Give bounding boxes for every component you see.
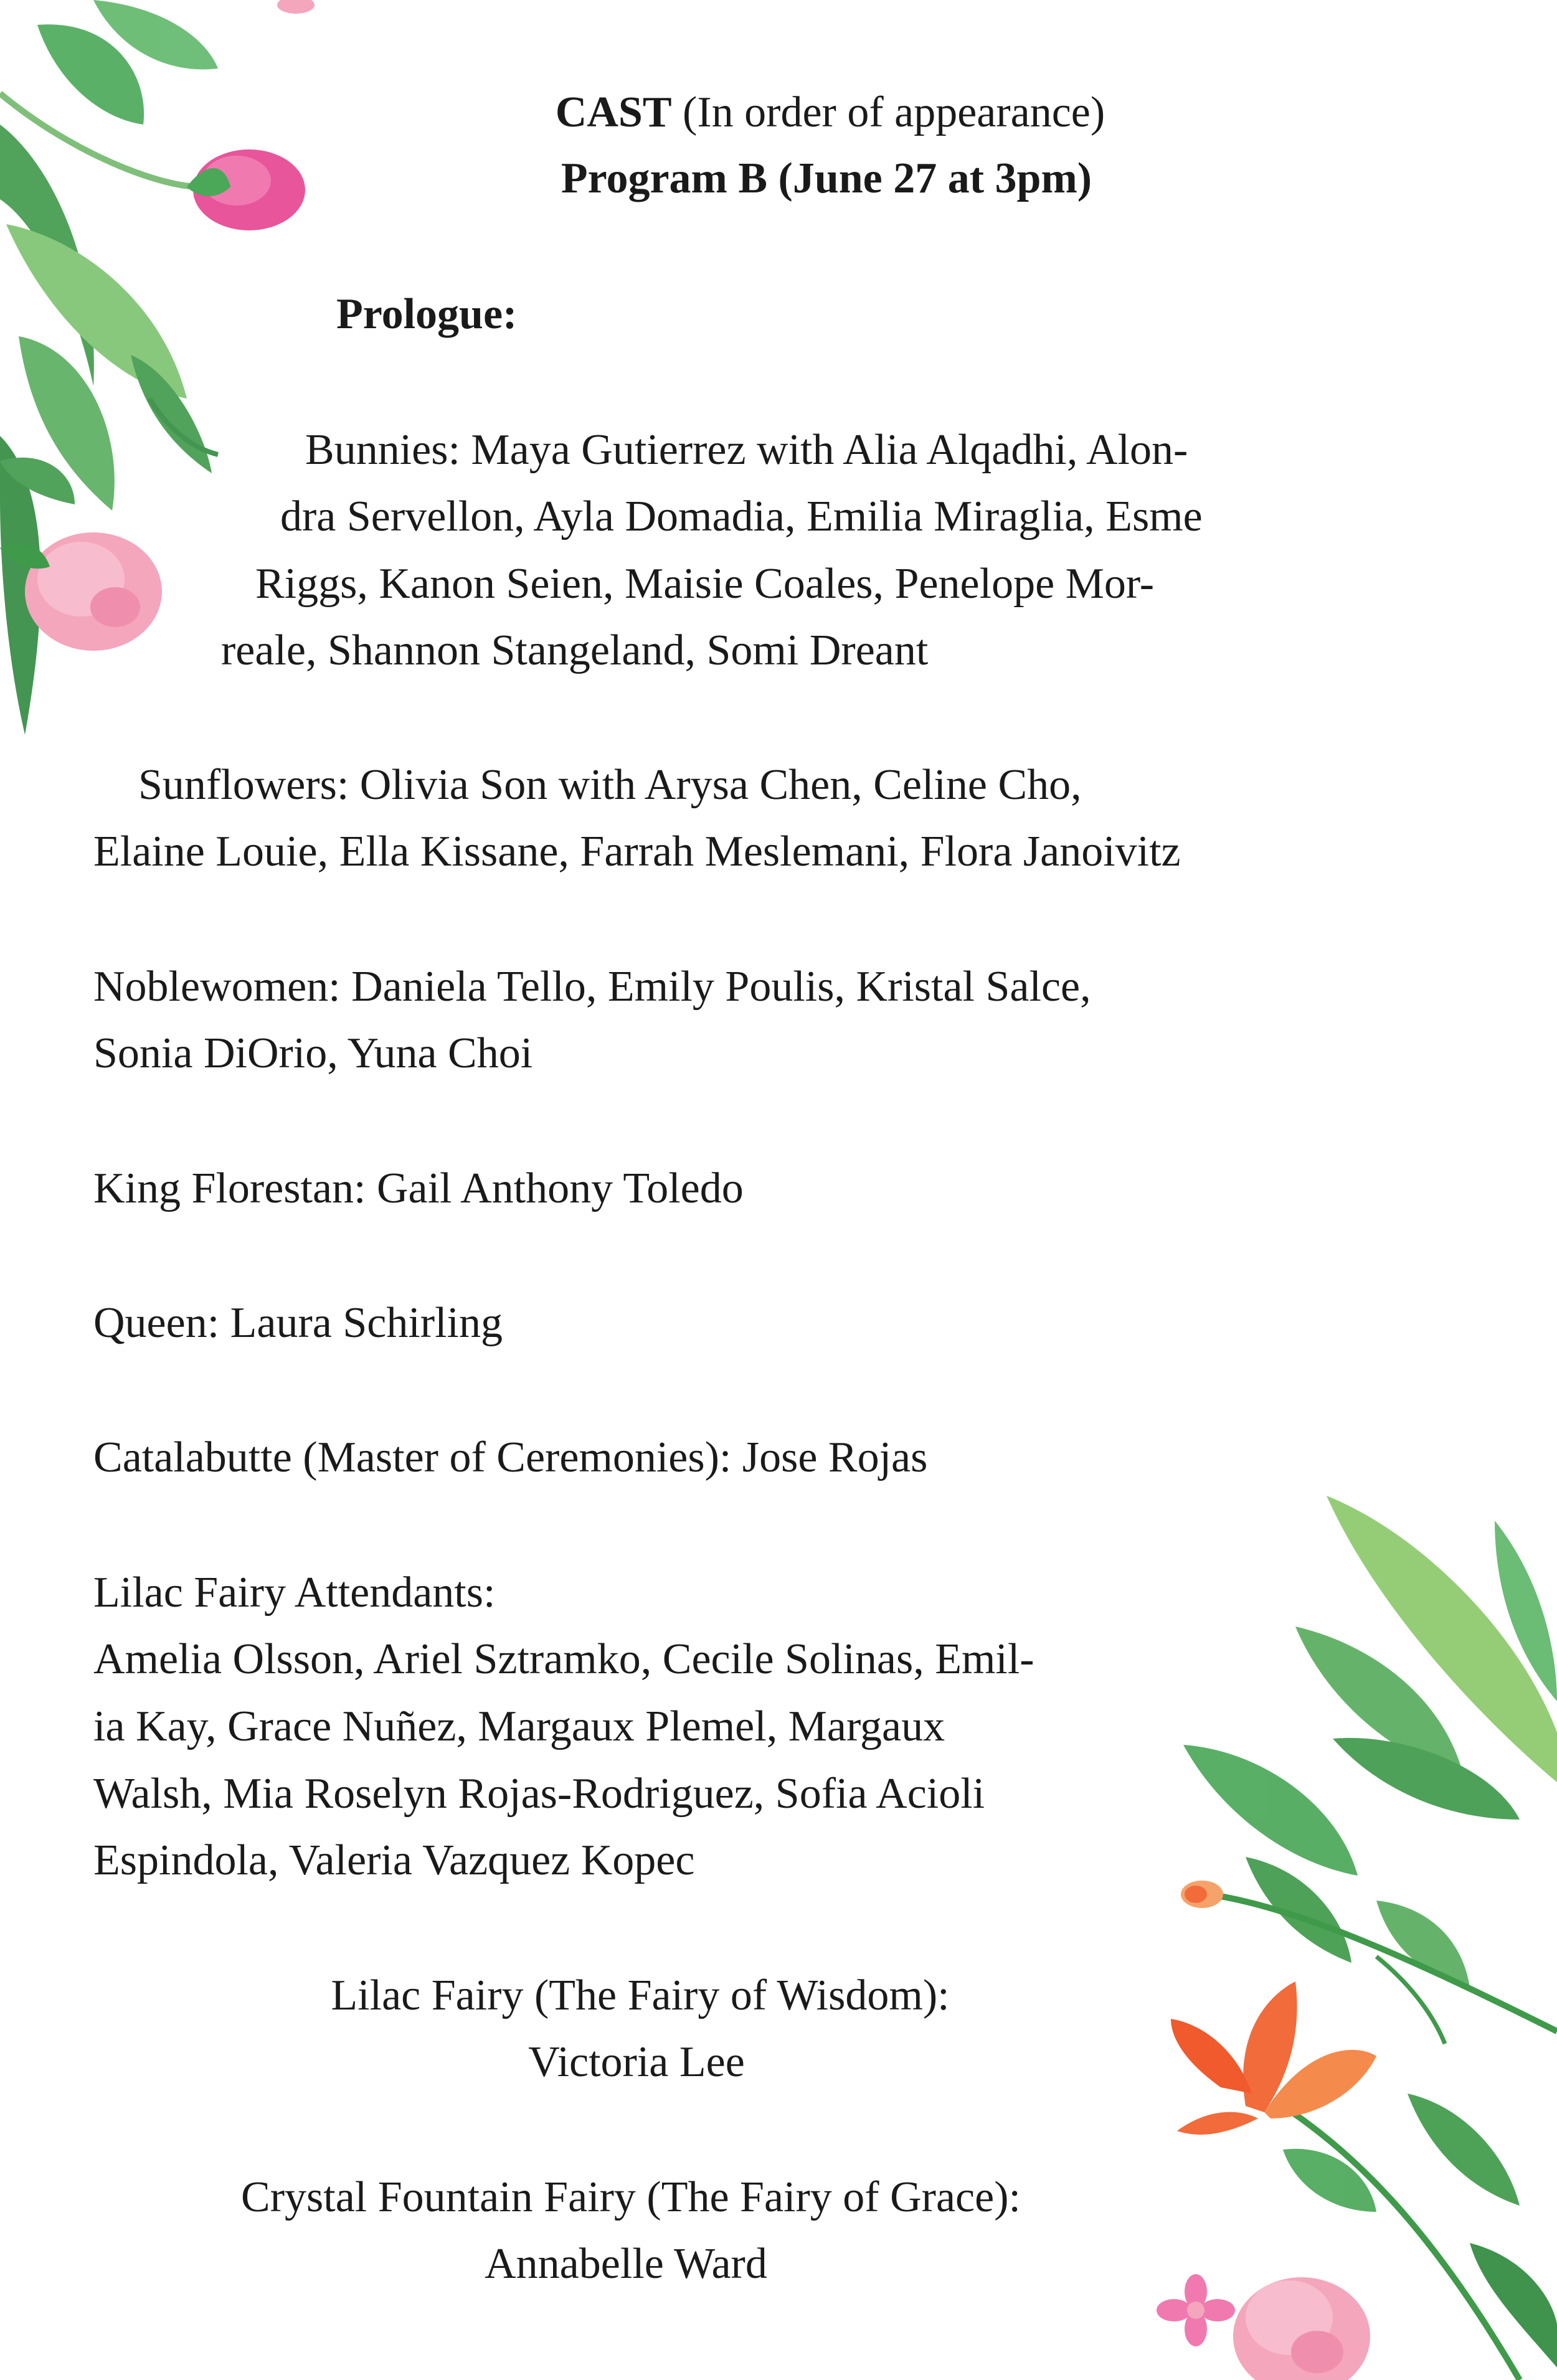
cast-title bbox=[425, 88, 1235, 136]
lilac-attendants-line: Walsh, Mia Roselyn Rojas-Rodriguez, Sofia Acioli bbox=[93, 1770, 985, 1818]
sunflowers-line: Sunflowers: Olivia Son with Arysa Chen, Celine Cho, bbox=[138, 761, 1082, 809]
program-title: Program B (June 27 at 3pm) bbox=[561, 154, 1092, 202]
bunnies-line: Riggs, Kanon Seien, Maisie Coales, Penelope Mor- bbox=[255, 560, 1155, 608]
noblewomen-line: Sonia DiOrio, Yuna Choi bbox=[93, 1029, 533, 1077]
lilac-fairy-role: Lilac Fairy (The Fairy of Wisdom): bbox=[331, 1972, 950, 2019]
floral-bottom-right-icon bbox=[1171, 1496, 1557, 2380]
lilac-attendants-heading: Lilac Fairy Attendants: bbox=[93, 1569, 496, 1617]
noblewomen-line: Noblewomen: Daniela Tello, Emily Poulis, Kristal Salce, bbox=[93, 963, 1091, 1011]
king-line: King Florestan: Gail Anthony Toledo bbox=[93, 1164, 744, 1212]
prologue-heading: Prologue: bbox=[336, 290, 518, 338]
lilac-attendants-line: Amelia Olsson, Ariel Sztramko, Cecile Solinas, Emil- bbox=[93, 1635, 1034, 1683]
lilac-attendants-line: ia Kay, Grace Nuñez, Margaux Plemel, Margaux bbox=[93, 1702, 945, 1750]
small-blossom-icon bbox=[1146, 2267, 1246, 2354]
crystal-fairy-name: Annabelle Ward bbox=[485, 2240, 767, 2288]
sunflowers-line: Elaine Louie, Ella Kissane, Farrah Meslemani, Flora Janoivitz bbox=[93, 828, 1181, 876]
lilac-fairy-name: Victoria Lee bbox=[528, 2038, 745, 2086]
cast-title-bold: CAST bbox=[555, 88, 672, 136]
queen-line: Queen: Laura Schirling bbox=[93, 1299, 503, 1347]
lilac-attendants-line: Espindola, Valeria Vazquez Kopec bbox=[93, 1836, 695, 1884]
cast-title-rest: (In order of appearance) bbox=[671, 88, 1105, 136]
bunnies-line: Bunnies: Maya Gutierrez with Alia Alqadhi, Alon- bbox=[305, 426, 1188, 474]
catalabutte-line: Catalabutte (Master of Ceremonies): Jose Rojas bbox=[93, 1433, 928, 1481]
bunnies-line: dra Servellon, Ayla Domadia, Emilia Miraglia, Esme bbox=[280, 493, 1203, 541]
crystal-fairy-role: Crystal Fountain Fairy (The Fairy of Grace): bbox=[241, 2173, 1021, 2221]
bunnies-line: reale, Shannon Stangeland, Somi Dreant bbox=[221, 626, 929, 674]
